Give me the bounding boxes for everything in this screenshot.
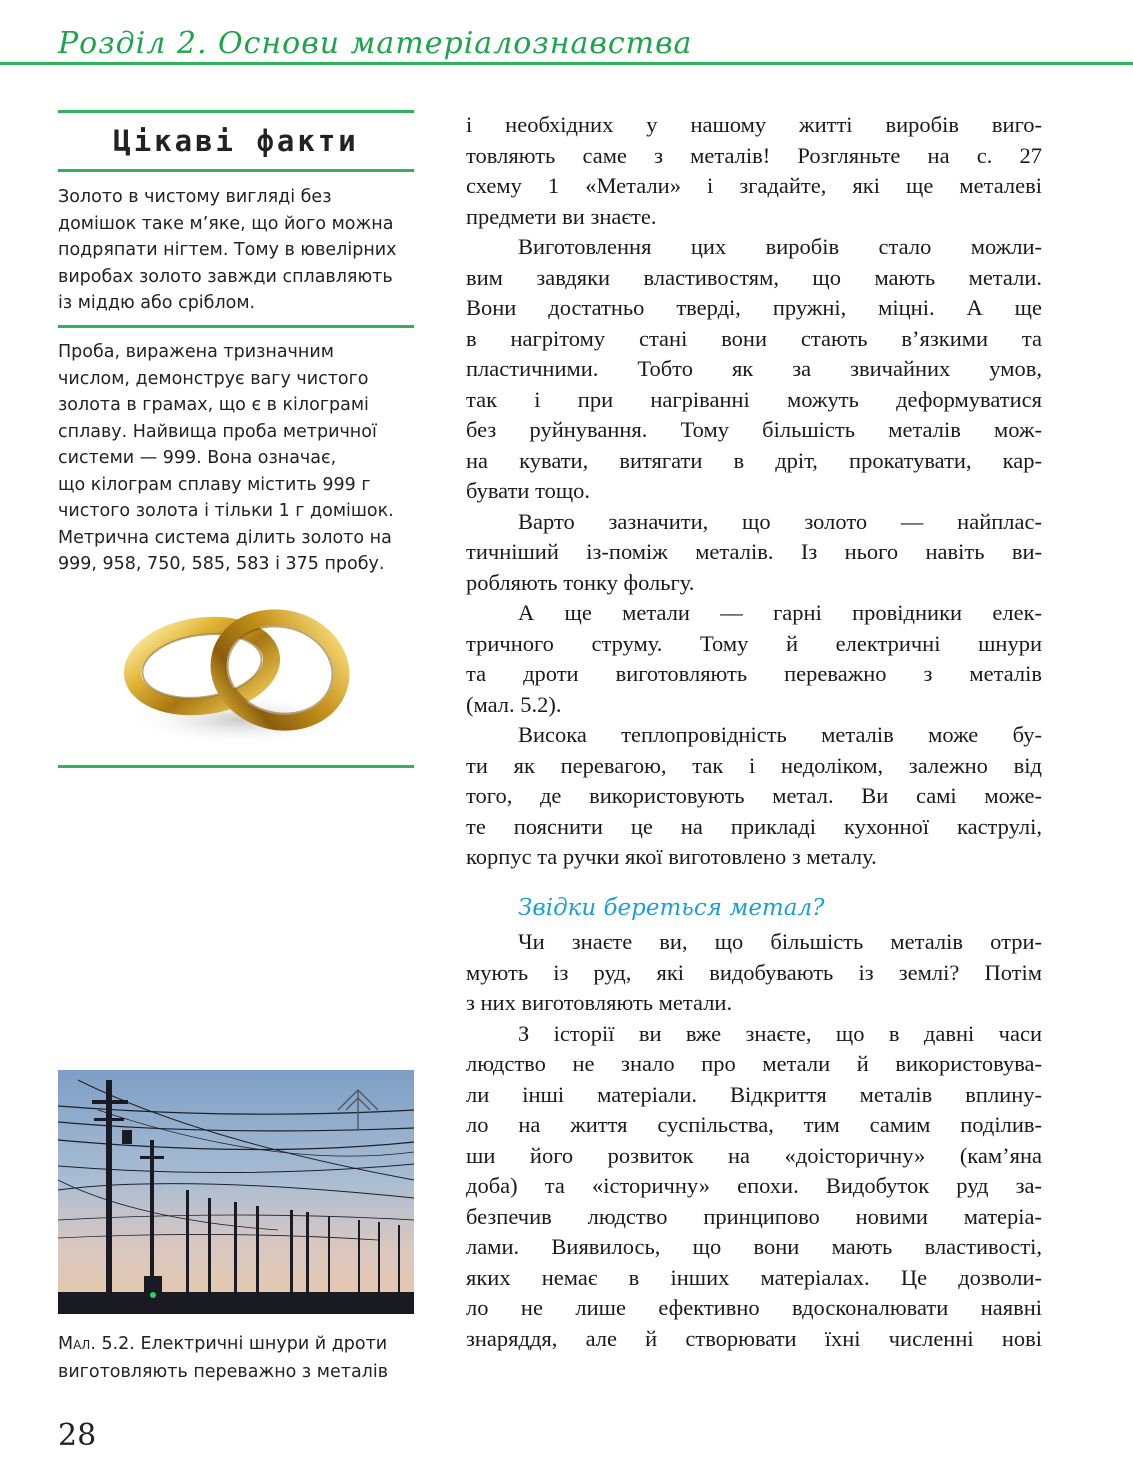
power-lines-photo — [58, 1070, 414, 1314]
fact-line: із міддю або сріблом. — [58, 293, 256, 313]
fact-gold-softness — [58, 184, 414, 317]
fact-line: Золото в чистому вигляді без — [58, 187, 332, 207]
text-line: корпус та ручки якої виготовлено з металу. — [466, 844, 877, 869]
main-text-column — [466, 110, 1042, 1354]
caption-line-2: виготовляють переважно з металів — [58, 1362, 389, 1382]
paragraph — [466, 598, 1042, 720]
fact-line: сплаву. Найвища проба метричної — [58, 421, 377, 442]
text-line: Варто зазначити, що золото — найплас- — [518, 508, 1042, 534]
fact-line: що кілограм сплаву містить 999 г — [58, 474, 371, 495]
text-line: Вони достатньо тверді, пружні, міцні. А ще — [466, 295, 1042, 320]
fact-line: виробах золото завжди сплавляють — [58, 266, 393, 287]
text-line: Чи знаєте ви, що більшість металів отри- — [518, 929, 1042, 954]
text-line: безпечив людство принципово новими матеріа- — [466, 1203, 1042, 1229]
gold-rings-illustration — [120, 596, 360, 748]
text-line: в нагрітому стані вони стають в’язкими та — [466, 325, 1042, 351]
text-line: ти як перевагою, так і недоліком, залежно від — [466, 752, 1042, 778]
text-line: доба) та «історичну» епохи. Видобуток руд за- — [466, 1173, 1042, 1198]
facts-heading-rule — [58, 169, 414, 172]
paragraph — [466, 507, 1042, 599]
text-line: Виготовлення цих виробів стало можли- — [518, 234, 1042, 259]
fact-line: чистого золота і тільки 1 г домішок. — [58, 501, 394, 521]
text-line: ло на життя суспільства, тим самим поділив- — [466, 1112, 1042, 1137]
text-line: схему 1 «Метали» і згадайте, які ще металеві — [466, 173, 1042, 198]
paragraph — [466, 232, 1042, 507]
text-line: З історії ви вже знаєте, що в давні часи — [518, 1020, 1042, 1046]
text-line: А ще метали — гарні провідники елек- — [518, 600, 1042, 625]
fact-line: подряпати нігтем. Тому в ювелірних — [58, 240, 397, 260]
fact-line: числом, демонструє вагу чистого — [58, 368, 369, 389]
text-line: без руйнування. Тому більшість металів мож- — [466, 417, 1042, 442]
facts-divider-rule — [58, 325, 414, 328]
fact-line: 999, 958, 750, 585, 583 і 375 пробу. — [58, 554, 385, 574]
text-line: та дроти виготовляють переважно з металів — [466, 661, 1042, 686]
text-line: тичніший із-поміж металів. Із нього навіть ви- — [466, 539, 1042, 564]
text-line: товляють саме з металів! Розгляньте на с. 27 — [466, 142, 1042, 168]
text-line: вим завдяки властивостям, що мають метали. — [466, 264, 1042, 290]
fact-line: Проба, виражена тризначним — [58, 342, 334, 362]
header-rule — [0, 62, 1133, 65]
text-line: бувати тощо. — [466, 478, 591, 503]
figure-caption — [58, 1330, 414, 1386]
text-line: людство не знало про метали й використовува- — [466, 1051, 1042, 1076]
fact-line: золота в грамах, що є в кілограмі — [58, 395, 369, 415]
text-line: ши його розвиток на «доісторичну» (кам’яна — [466, 1142, 1042, 1168]
text-line: мують із руд, які видобувають із землі? Потім — [466, 959, 1042, 985]
paragraph — [466, 927, 1042, 1019]
text-line: (мал. 5.2). — [466, 691, 562, 717]
text-line: знаряддя, але й створювати їхні численні нові — [466, 1325, 1042, 1351]
text-line: предмети ви знаєте. — [466, 203, 657, 229]
paragraph — [466, 110, 1042, 232]
fact-gold-assay — [58, 339, 414, 578]
text-line: яких немає в інших матеріалах. Це дозволи- — [466, 1264, 1042, 1290]
text-line: і необхідних у нашому житті виробів виго- — [466, 112, 1042, 137]
paragraph — [466, 1019, 1042, 1355]
fact-line: системи — 999. Вона означає, — [58, 448, 337, 468]
caption-label: Мал. 5.2. — [58, 1334, 135, 1354]
text-line: ло не лише ефективно вдосконалювати наявні — [466, 1295, 1042, 1320]
chapter-title: Розділ 2. Основи матеріалознавства — [58, 26, 693, 61]
fact-line: домішок таке м’яке, що його можна — [58, 213, 394, 234]
facts-heading: Цікаві факти — [113, 124, 359, 158]
section-subheading: Звідки береться метал? — [518, 894, 825, 921]
text-line: того, де використовують метал. Ви самі може- — [466, 783, 1042, 808]
text-line: на кувати, витягати в дріт, прокатувати, кар- — [466, 447, 1042, 473]
facts-bottom-rule — [58, 765, 414, 768]
text-line: Висока теплопровідність металів може бу- — [518, 722, 1042, 747]
text-line: з них виготовляють метали. — [466, 990, 733, 1015]
text-line: пластичними. Тобто як за звичайних умов, — [466, 356, 1042, 381]
text-line: так і при нагріванні можуть деформуватися — [466, 386, 1042, 412]
text-line: лами. Виявилось, що вони мають властивості, — [466, 1234, 1042, 1259]
paragraph — [466, 720, 1042, 873]
caption-text: Електричні шнури й дроти — [140, 1334, 388, 1354]
text-line: робляють тонку фольгу. — [466, 569, 695, 595]
text-line: те пояснити це на прикладі кухонної каструлі, — [466, 813, 1042, 839]
fact-line: Метрична система ділить золото на — [58, 527, 392, 548]
facts-top-rule — [58, 110, 414, 113]
caption-line-1 — [58, 1330, 414, 1358]
text-line: ли інші матеріали. Відкриття металів вплину- — [466, 1081, 1042, 1107]
text-line: тричного струму. Тому й електричні шнури — [466, 630, 1042, 656]
page-number: 28 — [58, 1418, 97, 1453]
